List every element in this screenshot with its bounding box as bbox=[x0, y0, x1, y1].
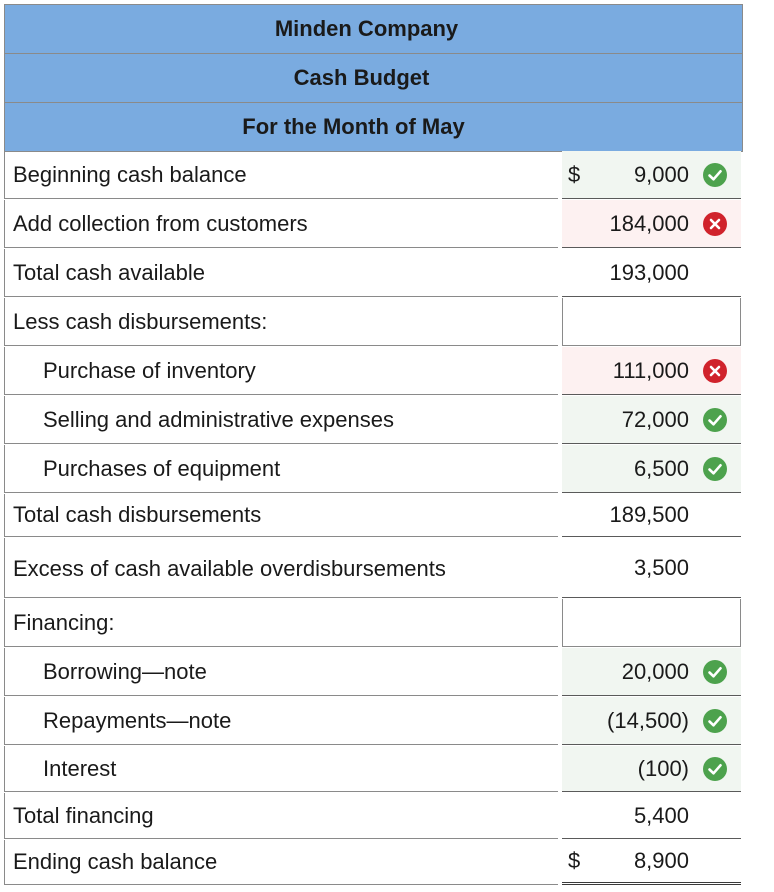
row-repayments-note bbox=[4, 697, 743, 745]
cash-budget-table bbox=[4, 4, 743, 885]
row-selling-admin-expenses bbox=[4, 396, 743, 444]
amount-value: 9,000 bbox=[633, 161, 689, 187]
period-label: For the Month of May bbox=[242, 114, 465, 139]
amount-cell bbox=[562, 793, 741, 839]
row-borrowing-note bbox=[4, 648, 743, 696]
amount-value: 184,000 bbox=[609, 210, 689, 236]
row-less-cash-disbursements bbox=[4, 298, 743, 346]
amount-value: 193,000 bbox=[609, 259, 689, 285]
amount-value: 111,000 bbox=[612, 357, 689, 383]
check-circle-icon bbox=[703, 757, 727, 781]
row-beginning-cash-balance bbox=[4, 151, 743, 199]
amount-value: 189,500 bbox=[609, 502, 689, 527]
amount-cell bbox=[562, 494, 741, 537]
amount-value: 5,400 bbox=[633, 802, 689, 828]
amount-input[interactable] bbox=[562, 445, 741, 493]
statement-title: Cash Budget bbox=[293, 65, 430, 90]
empty-amount-cell bbox=[562, 599, 741, 647]
row-label: Selling and administrative expenses bbox=[4, 396, 558, 444]
check-circle-icon bbox=[703, 457, 727, 481]
row-label: Total cash available bbox=[4, 249, 558, 297]
amount-value: 20,000 bbox=[621, 658, 689, 684]
row-label: Borrowing—note bbox=[4, 648, 558, 696]
row-interest bbox=[4, 746, 743, 792]
amount-cell bbox=[562, 249, 741, 297]
company-name: Minden Company bbox=[274, 16, 459, 41]
amount-input[interactable] bbox=[562, 697, 741, 745]
statement-title-header bbox=[4, 53, 743, 102]
row-label: Financing: bbox=[4, 599, 558, 647]
row-label: Beginning cash balance bbox=[4, 151, 558, 199]
amount-input[interactable] bbox=[562, 746, 741, 792]
x-circle-icon bbox=[703, 359, 727, 383]
amount-value: 3,500 bbox=[633, 554, 689, 580]
row-total-cash-available bbox=[4, 249, 743, 297]
row-label: Add collection from customers bbox=[4, 200, 558, 248]
row-ending-cash-balance bbox=[4, 840, 743, 885]
row-label-line-2: disbursements bbox=[302, 556, 446, 581]
amount-input[interactable] bbox=[562, 347, 741, 395]
row-total-financing bbox=[4, 793, 743, 839]
company-name-header bbox=[4, 4, 743, 53]
amount-cell bbox=[562, 538, 741, 598]
amount-value: 72,000 bbox=[621, 406, 689, 432]
amount-input[interactable] bbox=[562, 648, 741, 696]
row-label: Less cash disbursements: bbox=[4, 298, 558, 346]
period-header bbox=[4, 102, 743, 152]
row-label: Interest bbox=[4, 746, 558, 792]
row-label: Total financing bbox=[4, 793, 558, 839]
x-circle-icon bbox=[703, 212, 727, 236]
row-label: Purchases of equipment bbox=[4, 445, 558, 493]
row-label: Purchase of inventory bbox=[4, 347, 558, 395]
row-financing bbox=[4, 599, 743, 647]
row-label: Total cash disbursements bbox=[4, 494, 558, 537]
dollar-sign: $ bbox=[568, 848, 581, 873]
check-circle-icon bbox=[703, 660, 727, 684]
amount-value: 6,500 bbox=[633, 455, 689, 481]
check-circle-icon bbox=[703, 408, 727, 432]
amount-value: (100) bbox=[637, 755, 689, 781]
row-purchases-of-equipment bbox=[4, 445, 743, 493]
row-label-line-1: Excess of cash available over bbox=[13, 556, 303, 581]
row-label: Ending cash balance bbox=[4, 840, 558, 885]
check-circle-icon bbox=[703, 709, 727, 733]
row-label: Repayments—note bbox=[4, 697, 558, 745]
amount-input[interactable] bbox=[562, 151, 741, 199]
amount-value: (14,500) bbox=[607, 707, 689, 733]
amount-cell bbox=[562, 840, 741, 885]
row-total-cash-disbursements bbox=[4, 494, 743, 537]
row-purchase-of-inventory bbox=[4, 347, 743, 395]
amount-input[interactable] bbox=[562, 200, 741, 248]
amount-value: 8,900 bbox=[633, 848, 689, 873]
row-collection-from-customers bbox=[4, 200, 743, 248]
amount-input[interactable] bbox=[562, 396, 741, 444]
check-circle-icon bbox=[703, 163, 727, 187]
row-excess-cash bbox=[4, 538, 743, 598]
row-label bbox=[4, 538, 558, 598]
dollar-sign: $ bbox=[568, 161, 581, 187]
empty-amount-cell bbox=[562, 298, 741, 346]
